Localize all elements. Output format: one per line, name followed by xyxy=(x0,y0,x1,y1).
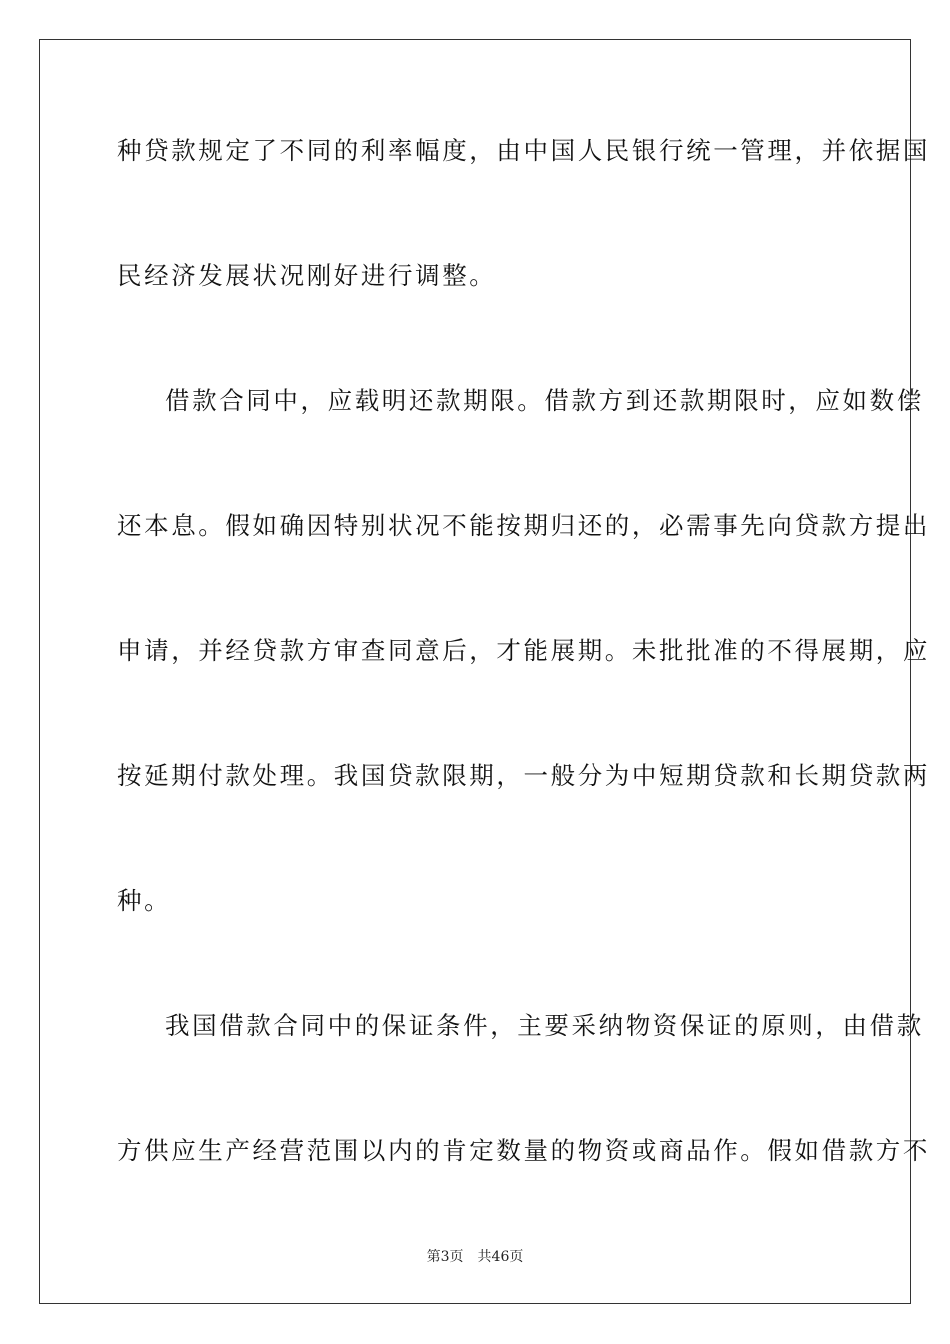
text-line: 方供应生产经营范围以内的肯定数量的物资或商品作。假如借款方不 xyxy=(117,1136,930,1165)
paragraph-first-line: 我国借款合同中的保证条件，主要采纳物资保证的原则，由借款 xyxy=(165,1011,924,1040)
text-line: 种贷款规定了不同的利率幅度，由中国人民银行统一管理，并依据国 xyxy=(117,136,930,165)
text-line: 申请，并经贷款方审查同意后，才能展期。未批批准的不得展期，应 xyxy=(117,636,930,665)
text-line: 民经济发展状况刚好进行调整。 xyxy=(117,261,497,290)
text-line: 种。 xyxy=(117,886,172,915)
page-number: 第3页 xyxy=(426,1249,464,1265)
paragraph-first-line: 借款合同中，应载明还款期限。借款方到还款期限时，应如数偿 xyxy=(165,386,924,415)
text-line: 还本息。假如确因特别状况不能按期归还的，必需事先向贷款方提出 xyxy=(117,511,930,540)
page-border xyxy=(39,39,930,1304)
text-line: 按延期付款处理。我国贷款限期，一般分为中短期贷款和长期贷款两 xyxy=(117,761,930,790)
page-footer xyxy=(0,1247,950,1267)
page-total: 共46页 xyxy=(477,1249,524,1265)
